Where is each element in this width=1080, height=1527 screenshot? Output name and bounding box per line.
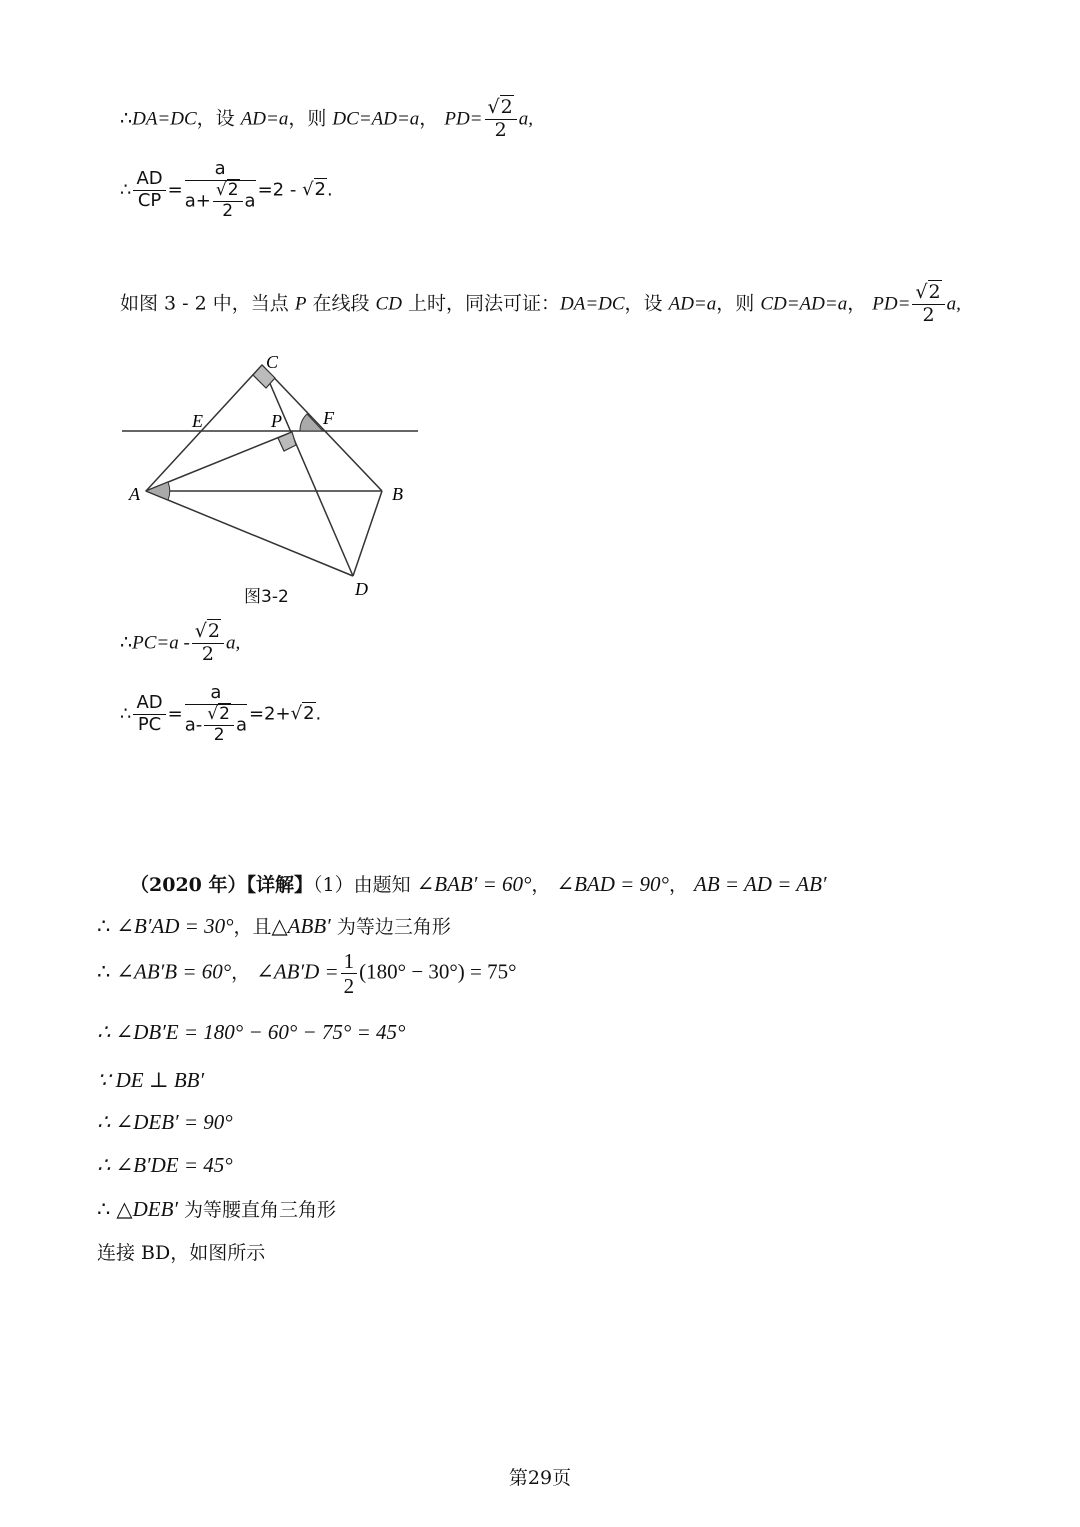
label-f: F [323,408,334,428]
triangle-deb: △DEB′ [116,1197,178,1221]
eq-da-dc: DA=DC [560,293,625,315]
year-label: （2020 年） [130,874,247,896]
block1-line1 [120,98,533,141]
text-comma: ， [847,292,867,315]
text-a: a, [225,632,241,654]
eq-ab-ad: AB = AD = AB′ [694,872,827,896]
label-d: D [355,579,368,599]
fraction-sqrt2-over-2: $\frac{√2}{2}$ [485,98,517,141]
block3-line4: ∴ ∠DB′E = 180° − 60° − 75° = 45° [97,1020,406,1044]
fraction-ad-pc: $\frac{AD}{PC}$ [133,694,165,735]
block3-line3 [97,950,517,997]
text-set: ，设 [196,107,235,130]
figure-caption: 图3-2 [244,587,289,607]
equals-sign: = [167,179,183,201]
eq-ad-a: AD=a [240,108,289,130]
therefore-symbol: ∴ [120,179,132,201]
geometry-figure-3-2 [118,350,428,610]
therefore-symbol: ∴ [120,107,133,130]
triangle-abb: △ABB′ [271,914,331,938]
label-e: E [192,411,203,431]
point-p: P [294,293,307,315]
period: . [315,703,322,725]
label-a: A [129,484,140,504]
text-given: （1）由题知 [313,874,411,896]
segment-ac [146,365,262,491]
therefore-symbol: ∴ [120,703,132,725]
eq-angle-abd: ∠AB′D = [256,959,339,984]
eq-pd: PD= [872,293,911,315]
fraction-a-over-diff: a a- $\frac{√2}{2}$ a [184,682,247,745]
text-then: ，则 [716,292,755,315]
text-and: ，且 [233,916,272,938]
comma: ， [668,874,688,896]
therefore-symbol: ∴ [97,959,111,984]
eq-da-dc: DA=DC [132,108,197,130]
therefore-symbol: ∴ [97,1197,111,1221]
page-number: 第29页 [508,1467,572,1489]
right-angle-mark-p [278,432,296,451]
text-isosceles-right: 为等腰直角三角形 [184,1199,337,1221]
block3-line7: ∴ ∠B′DE = 45° [97,1153,233,1177]
eq-half-expression: (180° − 30°) = 75° [359,959,517,984]
eq-cd-ad-a: CD=AD=a [760,293,848,315]
eq-angle-bad: ∠BAD = 90° [556,872,669,896]
block3-line5: ∵ DE ⊥ BB′ [97,1068,205,1092]
comma: ， [231,961,251,984]
block3-line2 [97,912,451,939]
comma: ， [531,874,551,896]
label-p: P [271,411,282,431]
eq-pd: PD= [444,108,483,130]
therefore-symbol: ∴ [120,631,133,654]
text-as-figure: 如图 3 - 2 中，当点 [120,292,289,315]
text-similarly: 上时，同法可证： [407,292,560,315]
block2-line1 [120,283,961,326]
text-equilateral: 为等边三角形 [336,916,451,938]
fraction-sqrt2-over-2: $\frac{√2}{2}$ [192,622,224,665]
eq-dc-ad-a: DC=AD=a [332,108,420,130]
sqrt-2: √2 [302,179,326,201]
angle-mark-a [146,482,170,500]
label-b: B [392,484,403,504]
eq-ad-a: AD=a [668,293,717,315]
equals-sign: = [167,703,183,725]
text-a: a, [518,108,533,130]
text-comma: ， [419,107,439,130]
text-a: a, [946,293,961,315]
fraction-a-over-sum: a a+ $\frac{√2}{2}$ a [184,158,256,221]
eq-pc: PC=a - [132,632,190,654]
result-2-minus: =2 - [257,179,297,201]
text-then: ，则 [288,107,327,130]
detail-label: 【详解】 [246,874,314,896]
eq-angle-abb-60: ∠AB′B = 60° [116,959,232,984]
segment-bd [353,491,382,576]
therefore-symbol: ∴ [97,914,111,938]
fraction-sqrt2-over-2: $\frac{√2}{2}$ [912,283,944,326]
label-c: C [266,352,279,372]
eq-angle-bad-30: ∠B′AD = 30° [116,914,234,938]
period: . [327,179,333,201]
block2-line3 [120,684,321,745]
text-set: ，设 [624,292,663,315]
sqrt-2: √2 [290,703,315,725]
result-2-plus: =2+ [248,703,291,725]
fraction-ad-cp: $\frac{AD}{CP}$ [133,170,165,211]
segment-cd: CD [375,293,402,315]
block3-line9: 连接 BD，如图所示 [97,1242,266,1264]
eq-angle-bab: ∠BAB′ = 60° [416,872,532,896]
block3-line8 [97,1195,336,1222]
block2-line2 [120,622,240,665]
block3-title-line [130,870,827,897]
block1-line2 [120,160,333,221]
fraction-one-half: $\frac{1}{2}$ [341,950,358,997]
text-on-segment: 在线段 [312,292,370,315]
block3-line6: ∴ ∠DEB′ = 90° [97,1110,233,1134]
